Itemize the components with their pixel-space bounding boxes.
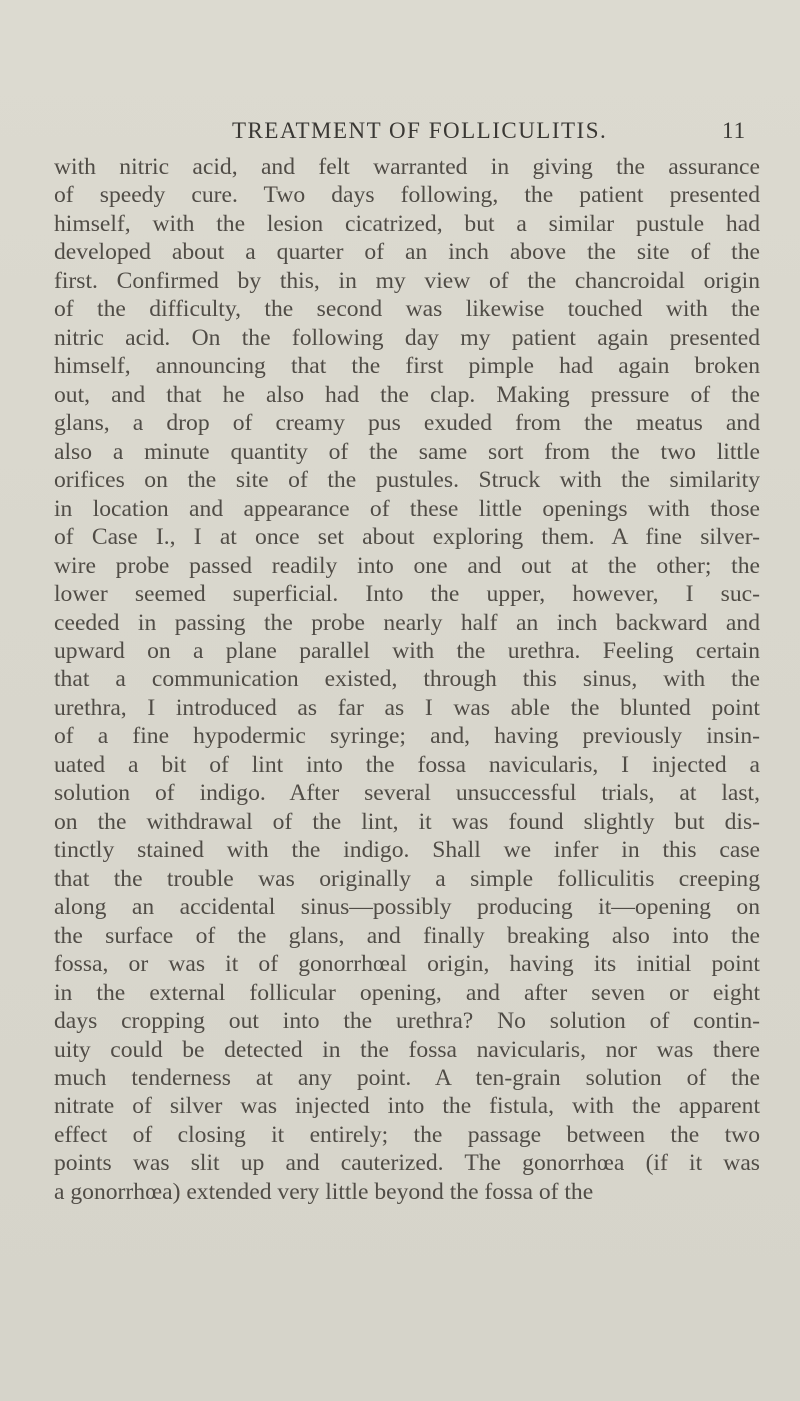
text-line: fossa, or was it of gonorrhœal origin, having its initial point [54, 951, 760, 978]
text-line: tinctly stained with the indigo. Shall we infer in this case [54, 837, 760, 864]
text-line: nitric acid. On the following day my patient again presented [54, 324, 760, 351]
text-line: himself, announcing that the first pimple had again broken [54, 353, 760, 380]
text-line: uity could be detected in the fossa navicularis, nor was there [54, 1036, 760, 1063]
text-line: that the trouble was originally a simple folliculitis creeping [54, 865, 760, 892]
text-line: solution of indigo. After several unsuccessful trials, at last, [54, 780, 760, 807]
body-text [54, 153, 760, 1206]
running-title: TREATMENT OF FOLLICULITIS. [232, 118, 608, 143]
text-line: along an accidental sinus—possibly producing it—opening on [54, 894, 760, 921]
text-line: himself, with the lesion cicatrized, but a similar pustule had [54, 210, 760, 237]
page-number: 11 [722, 118, 747, 143]
text-line: with nitric acid, and felt warranted in giving the assurance [54, 154, 760, 180]
text-line: of a fine hypodermic syringe; and, having previously insin- [54, 723, 760, 750]
text-line: orifices on the site of the pustules. Struck with the similarity [54, 467, 760, 494]
text-line: first. Confirmed by this, in my view of the chancroidal origin [54, 267, 760, 294]
text-line: the surface of the glans, and finally breaking also into the [54, 922, 760, 949]
text-line: developed about a quarter of an inch above the site of the [54, 239, 760, 266]
text-line: a gonorrhœa) extended very little beyond the fossa of the [54, 1178, 594, 1205]
text-line: effect of closing it entirely; the passage between the two [54, 1121, 760, 1148]
text-line: of speedy cure. Two days following, the patient presented [54, 182, 760, 209]
text-line: in the external follicular opening, and after seven or eight [54, 979, 760, 1006]
text-line: urethra, I introduced as far as I was able the blunted point [54, 694, 760, 721]
text-line: of the difficulty, the second was likewise touched with the [54, 296, 760, 323]
text-line: days cropping out into the urethra? No solution of contin- [54, 1008, 760, 1035]
text-line: lower seemed superficial. Into the upper, however, I suc- [54, 581, 760, 608]
text-line: glans, a drop of creamy pus exuded from the meatus and [54, 410, 760, 437]
text-line: in location and appearance of these little openings with those [54, 495, 760, 522]
text-line: upward on a plane parallel with the urethra. Feeling certain [54, 637, 760, 664]
text-line: much tenderness at any point. A ten-grain solution of the [54, 1065, 760, 1091]
text-line: ceeded in passing the probe nearly half an inch backward and [54, 609, 760, 636]
text-line: wire probe passed readily into one and out at the other; the [54, 552, 760, 579]
text-line: uated a bit of lint into the fossa navicularis, I injected a [54, 751, 760, 778]
text-line: that a communication existed, through this sinus, with the [54, 666, 760, 693]
running-head [0, 118, 800, 148]
text-line: on the withdrawal of the lint, it was found slightly but dis- [54, 808, 760, 835]
text-line: points was slit up and cauterized. The gonorrhœa (if it was [54, 1150, 760, 1177]
text-line: also a minute quantity of the same sort from the two little [54, 438, 760, 465]
text-line: nitrate of silver was injected into the fistula, with the apparent [54, 1093, 760, 1120]
text-line: of Case I., I at once set about exploring them. A fine silver- [54, 524, 760, 551]
text-line: out, and that he also had the clap. Making pressure of the [54, 381, 760, 408]
